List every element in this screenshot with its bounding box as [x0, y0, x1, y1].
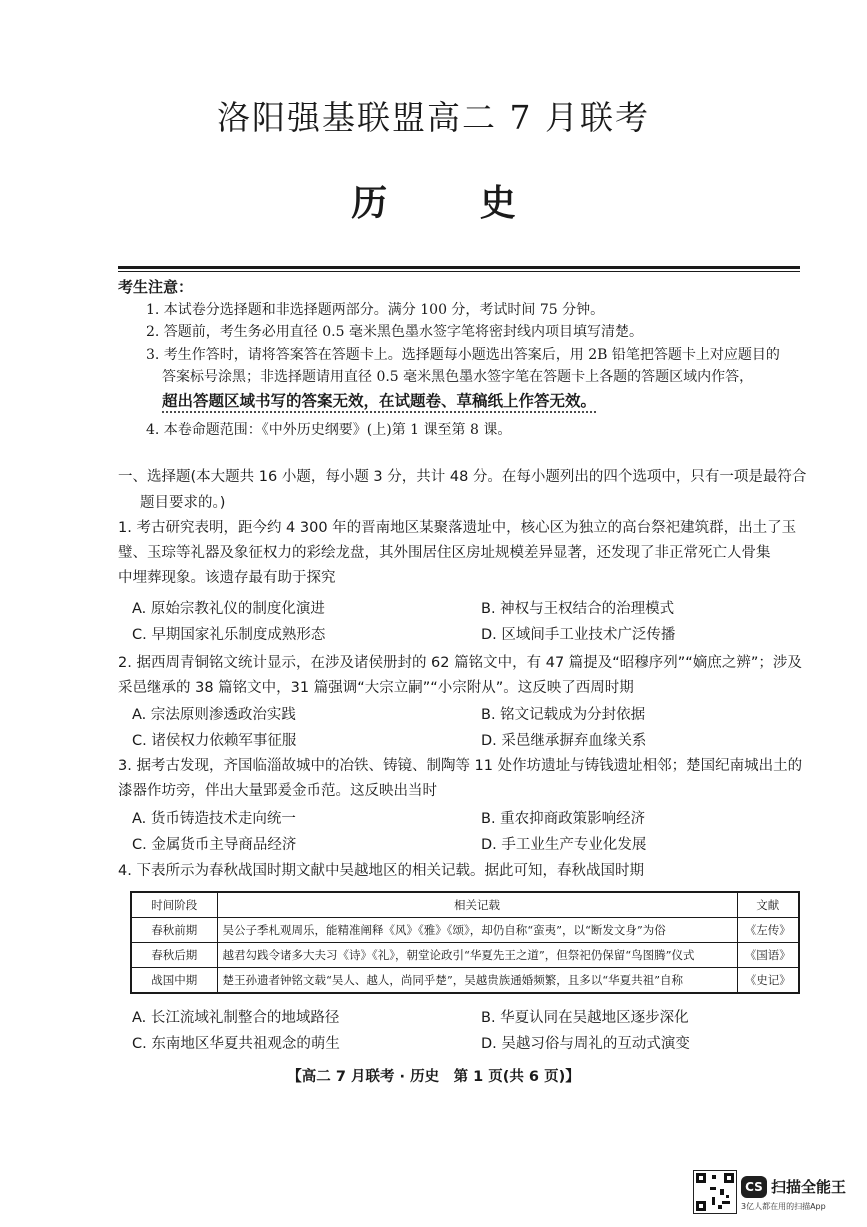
table-header-cell: 时间阶段 — [131, 892, 217, 918]
option-d: D. 区域间手工业技术广泛传播 — [481, 627, 676, 643]
question-line: 2. 据西周青铜铭文统计显示，在涉及诸侯册封的 62 篇铭文中，有 47 篇提及“昭穆序列”“嫡庶之辨”；涉及 — [118, 655, 802, 671]
question-line: 中埋葬现象。该遗存最有助于探究 — [118, 570, 336, 586]
table-cell: 《国语》 — [737, 943, 799, 968]
notice-heading: 考生注意： — [118, 278, 194, 296]
question-line: 4. 下表所示为春秋战国时期文献中吴越地区的相关记载。据此可知，春秋战国时期 — [118, 863, 644, 879]
notice-item-3-emphasis: 超出答题区域书写的答案无效，在试题卷、草稿纸上作答无效。 — [162, 392, 597, 410]
camscanner-tagline: 3亿人都在用的扫描App — [741, 1202, 826, 1211]
question-line: 漆器作坊旁，伴出大量郢爰金币范。这反映出当时 — [118, 783, 437, 799]
table-cell: 吴公子季札观周乐，能精准阐释《风》《雅》《颂》，却仍自称“蛮夷”，以“断发文身”为俗 — [217, 918, 737, 943]
section-line-2: 题目要求的。) — [140, 495, 226, 511]
question-line: 3. 据考古发现，齐国临淄故城中的冶铁、铸镜、制陶等 11 处作坊遗址与铸钱遗址相邻；楚国纪南城出土的 — [118, 758, 803, 774]
question-line: 采邑继承的 38 篇铭文中，31 篇强调“大宗立嗣”“小宗附从”。这反映了西周时期 — [118, 680, 634, 696]
notice-item-4: 4. 本卷命题范围：《中外历史纲要》(上)第 1 课至第 8 课。 — [146, 422, 512, 438]
question-1 — [118, 516, 808, 591]
option-c: C. 早期国家礼乐制度成熟形态 — [132, 627, 326, 643]
exam-title: 洛阳强基联盟高二 7 月联考 — [217, 98, 650, 137]
option-b: B. 神权与王权结合的治理模式 — [481, 601, 675, 617]
records-table — [130, 891, 800, 994]
camscanner-name: 扫描全能王 — [771, 1178, 847, 1196]
option-d: D. 手工业生产专业化发展 — [481, 837, 647, 853]
option-c: C. 诸侯权力依赖军事征服 — [132, 733, 297, 749]
table-cell: 春秋前期 — [131, 918, 217, 943]
table-cell: 楚王孙遗者钟铭文载“吴人、越人，尚同乎楚”，吴越贵族通婚频繁，且多以“华夏共祖”自称 — [217, 968, 737, 994]
table-cell: 春秋后期 — [131, 943, 217, 968]
option-c: C. 东南地区华夏共祖观念的萌生 — [132, 1036, 340, 1052]
qr-code-icon — [693, 1170, 737, 1214]
subject-title: 历 史 — [351, 182, 556, 224]
camscanner-logo-icon: CS — [741, 1176, 767, 1198]
notice-item-3: 3. 考生作答时，请将答案答在答题卡上。选择题每小题选出答案后，用 2B 铅笔把答题卡上对应题目的 — [146, 347, 780, 363]
header-rule — [118, 266, 800, 269]
question-2 — [118, 651, 808, 701]
section-heading — [118, 464, 808, 516]
table-cell: 越君勾践令诸多大夫习《诗》《礼》，朝堂论政引“华夏先王之道”，但祭祀仍保留“鸟图腾”仪式 — [217, 943, 737, 968]
notice-item-3-cont: 答案标号涂黑；非选择题请用直径 0.5 毫米黑色墨水签字笔在答题卡上各题的答题区域内作答， — [162, 369, 754, 385]
table-header-cell: 文献 — [737, 892, 799, 918]
option-d: D. 采邑继承摒弃血缘关系 — [481, 733, 647, 749]
section-line-1: 一、选择题(本大题共 16 小题，每小题 3 分，共计 48 分。在每小题列出的四个选项中，只有一项是最符合 — [118, 469, 807, 485]
question-4 — [118, 859, 808, 884]
page-footer: 【高二 7 月联考 · 历史 第 1 页(共 6 页)】 — [287, 1069, 580, 1085]
option-b: B. 华夏认同在吴越地区逐步深化 — [481, 1010, 689, 1026]
option-b: B. 重农抑商政策影响经济 — [481, 811, 646, 827]
notice-item-1: 1. 本试卷分选择题和非选择题两部分。满分 100 分，考试时间 75 分钟。 — [146, 302, 605, 318]
table-row — [131, 918, 799, 943]
header-rule-thin — [118, 271, 800, 272]
notice-item-2: 2. 答题前，考生务必用直径 0.5 毫米黑色墨水签字笔将密封线内项目填写清楚。 — [146, 324, 643, 340]
option-a: A. 宗法原则渗透政治实践 — [132, 707, 296, 723]
table-cell: 《左传》 — [737, 918, 799, 943]
table-header-cell: 相关记载 — [217, 892, 737, 918]
table-header-row — [131, 892, 799, 918]
table-row — [131, 943, 799, 968]
table-row — [131, 968, 799, 994]
question-3 — [118, 754, 808, 804]
option-b: B. 铭文记载成为分封依据 — [481, 707, 646, 723]
option-a: A. 长江流域礼制整合的地域路径 — [132, 1010, 340, 1026]
table-cell: 战国中期 — [131, 968, 217, 994]
table-cell: 《史记》 — [737, 968, 799, 994]
option-a: A. 货币铸造技术走向统一 — [132, 811, 296, 827]
option-d: D. 吴越习俗与周礼的互动式演变 — [481, 1036, 690, 1052]
question-line: 1. 考古研究表明，距今约 4 300 年的晋南地区某聚落遗址中，核心区为独立的高台祭祀建筑群，出土了玉 — [118, 520, 797, 536]
option-a: A. 原始宗教礼仪的制度化演进 — [132, 601, 325, 617]
question-line: 璧、玉琮等礼器及象征权力的彩绘龙盘，其外围居住区房址规模差异显著，还发现了非正常死亡人骨集 — [118, 545, 771, 561]
option-c: C. 金属货币主导商品经济 — [132, 837, 297, 853]
